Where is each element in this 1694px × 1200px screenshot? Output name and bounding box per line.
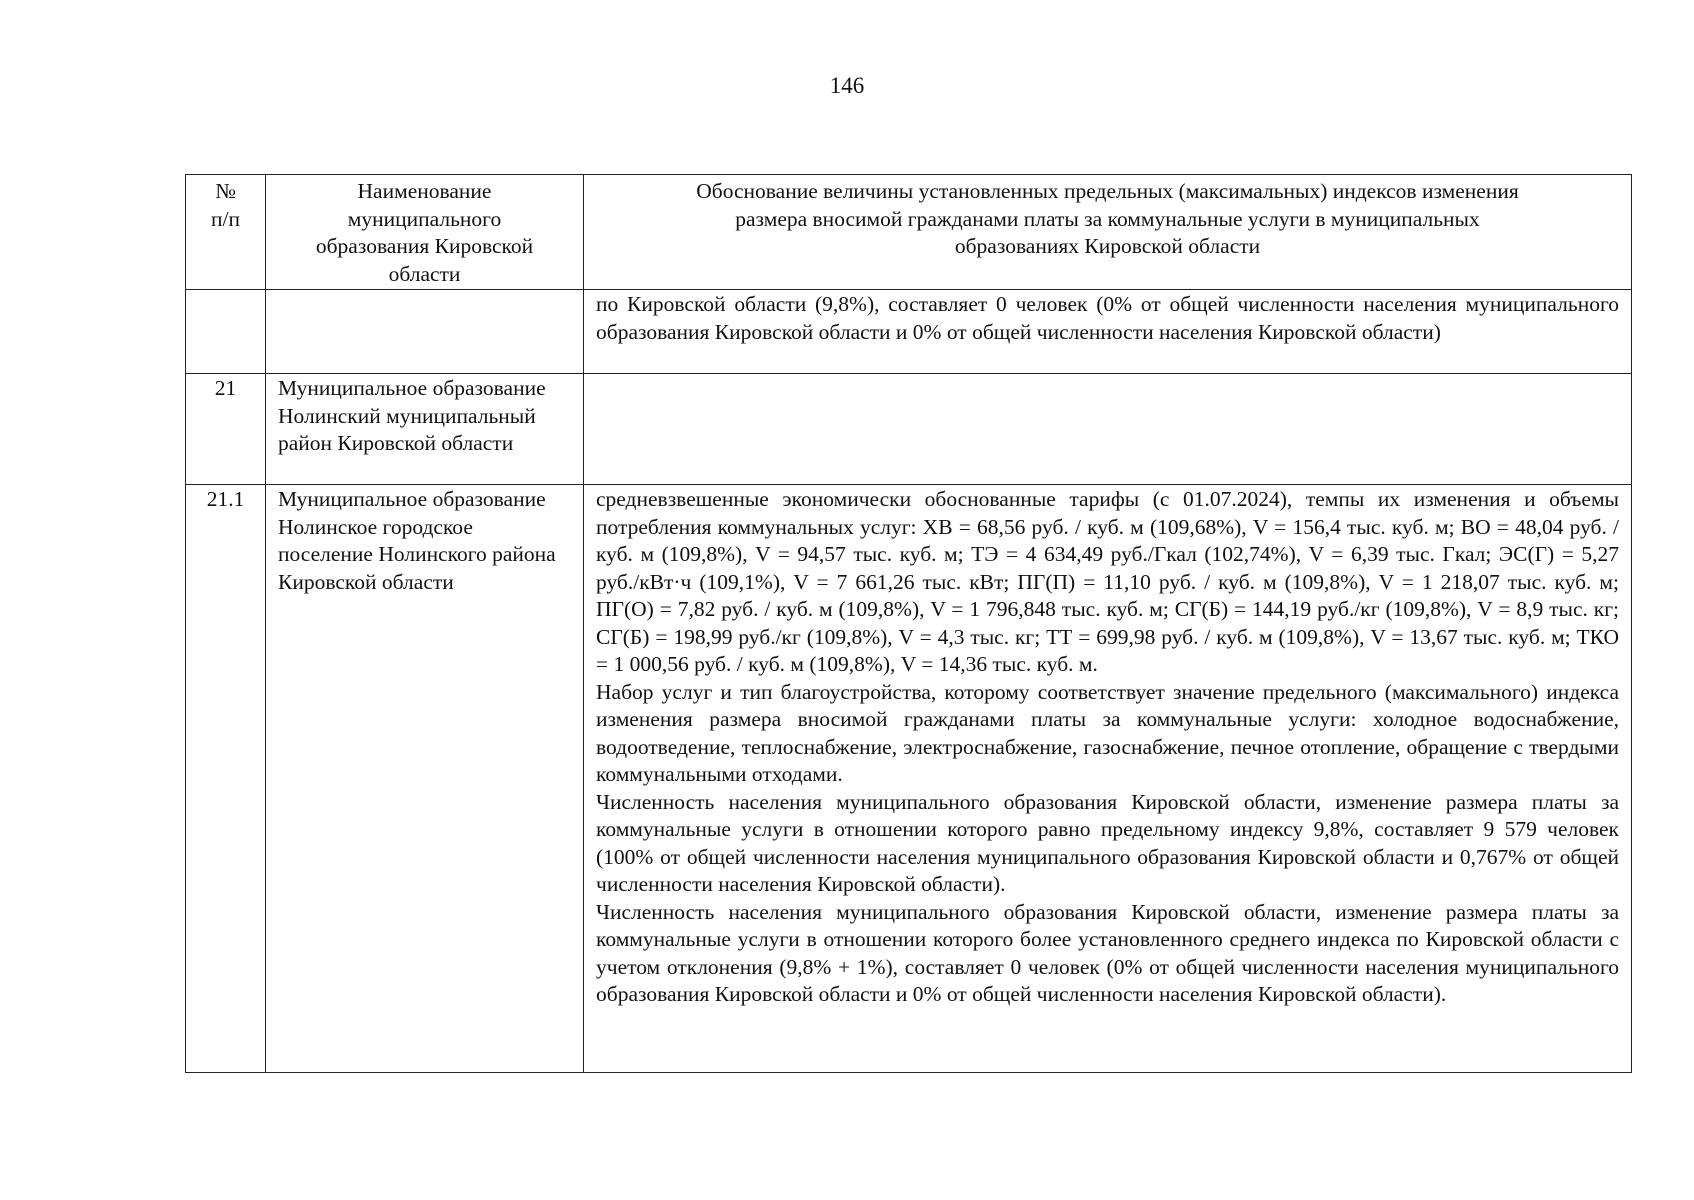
population-above-paragraph: Численность населения муниципального образования Кировской области, изменение размера платы за коммунальные услуги в отношении которого более установленного среднего индекса по Кировской области с учетом отклонения (9,8% + 1%), составляет 0 человек (0% от общей численности населения муниципального образования Кировской области и 0% от общей численности населения Кировской области).	[596, 899, 1619, 1006]
row-num: 21	[186, 374, 266, 485]
table-row	[186, 290, 1632, 374]
row-justification	[584, 374, 1632, 485]
row-municipality-name: Муниципальное образование Нолинское городское поселение Нолинского района Кировской области	[266, 485, 584, 1073]
table-header-row	[186, 175, 1632, 290]
tariffs-paragraph: средневзвешенные экономически обоснованные тарифы (с 01.07.2024), темпы их изменения и объемы потребления коммунальных услуг: ХВ = 68,56 руб. / куб. м (109,68%), V = 156,4 тыс. куб. м; ВО = 48,04 руб. / куб. м (109,8%), V = 94,57 тыс. куб. м; ТЭ = 4 634,49 руб./Гкал (102,74%), V = 6,39 тыс. Гкал; ЭС(Г) = 5,27 руб./кВт·ч (109,1%), V = 7 661,26 тыс. кВт; ПГ(П) = 11,10 руб. / куб. м (109,8%), V = 1 218,07 тыс. куб. м; ПГ(О) = 7,82 руб. / куб. м (109,8%), V = 1 796,848 тыс. куб. м; СГ(Б) = 144,19 руб./кг (109,8%), V = 8,9 тыс. кг; СГ(Б) = 198,99 руб./кг (109,8%), V = 4,3 тыс. кг; ТТ = 699,98 руб. / куб. м (109,8%), V = 13,67 тыс. куб. м; ТКО = 1 000,56 руб. / куб. м (109,8%), V = 14,36 тыс. куб. м.	[596, 487, 1619, 676]
header-num-cell	[186, 175, 266, 290]
header-text-cell	[584, 175, 1632, 290]
population-equal-paragraph: Численность населения муниципального образования Кировской области, изменение размера платы за коммунальные услуги в отношении которого равно предельному индексу 9,8%, составляет 9 579 человек (100% от общей численности населения муниципального образования Кировской области и 0,767% от общей численности населения Кировской области).	[596, 789, 1619, 896]
table-row	[186, 485, 1632, 1073]
row-justification	[584, 290, 1632, 374]
row-municipality-name: Муниципальное образование Нолинский муниципальный район Кировской области	[266, 374, 584, 485]
row-justification	[584, 485, 1632, 1073]
table-row	[186, 374, 1632, 485]
row-num	[186, 290, 266, 374]
header-num: № п/п	[211, 179, 240, 231]
row-num: 21.1	[186, 485, 266, 1073]
services-paragraph: Набор услуг и тип благоустройства, которому соответствует значение предельного (максимального) индекса изменения размера вносимой гражданами платы за коммунальные услуги: холодное водоснабжение, водоотведение, теплоснабжение, электроснабжение, газоснабжение, печное отопление, обращение с твердыми коммунальными отходами.	[596, 679, 1619, 786]
page-number: 146	[829, 73, 865, 98]
tariff-justification-table	[185, 174, 1632, 1073]
header-name: Наименование муниципального образования Кировской области	[315, 179, 534, 286]
header-name-cell	[266, 175, 584, 290]
row-municipality-name	[266, 290, 584, 374]
header-text: Обоснование величины установленных предельных (максимальных) индексов изменения размера вносимой гражданами платы за коммунальные услуги в муниципальных образованиях Кировской области	[696, 179, 1519, 258]
justification-paragraph: по Кировской области (9,8%), составляет 0 человек (0% от общей численности населения муниципального образования Кировской области и 0% от общей численности населения Кировской области)	[596, 292, 1619, 344]
